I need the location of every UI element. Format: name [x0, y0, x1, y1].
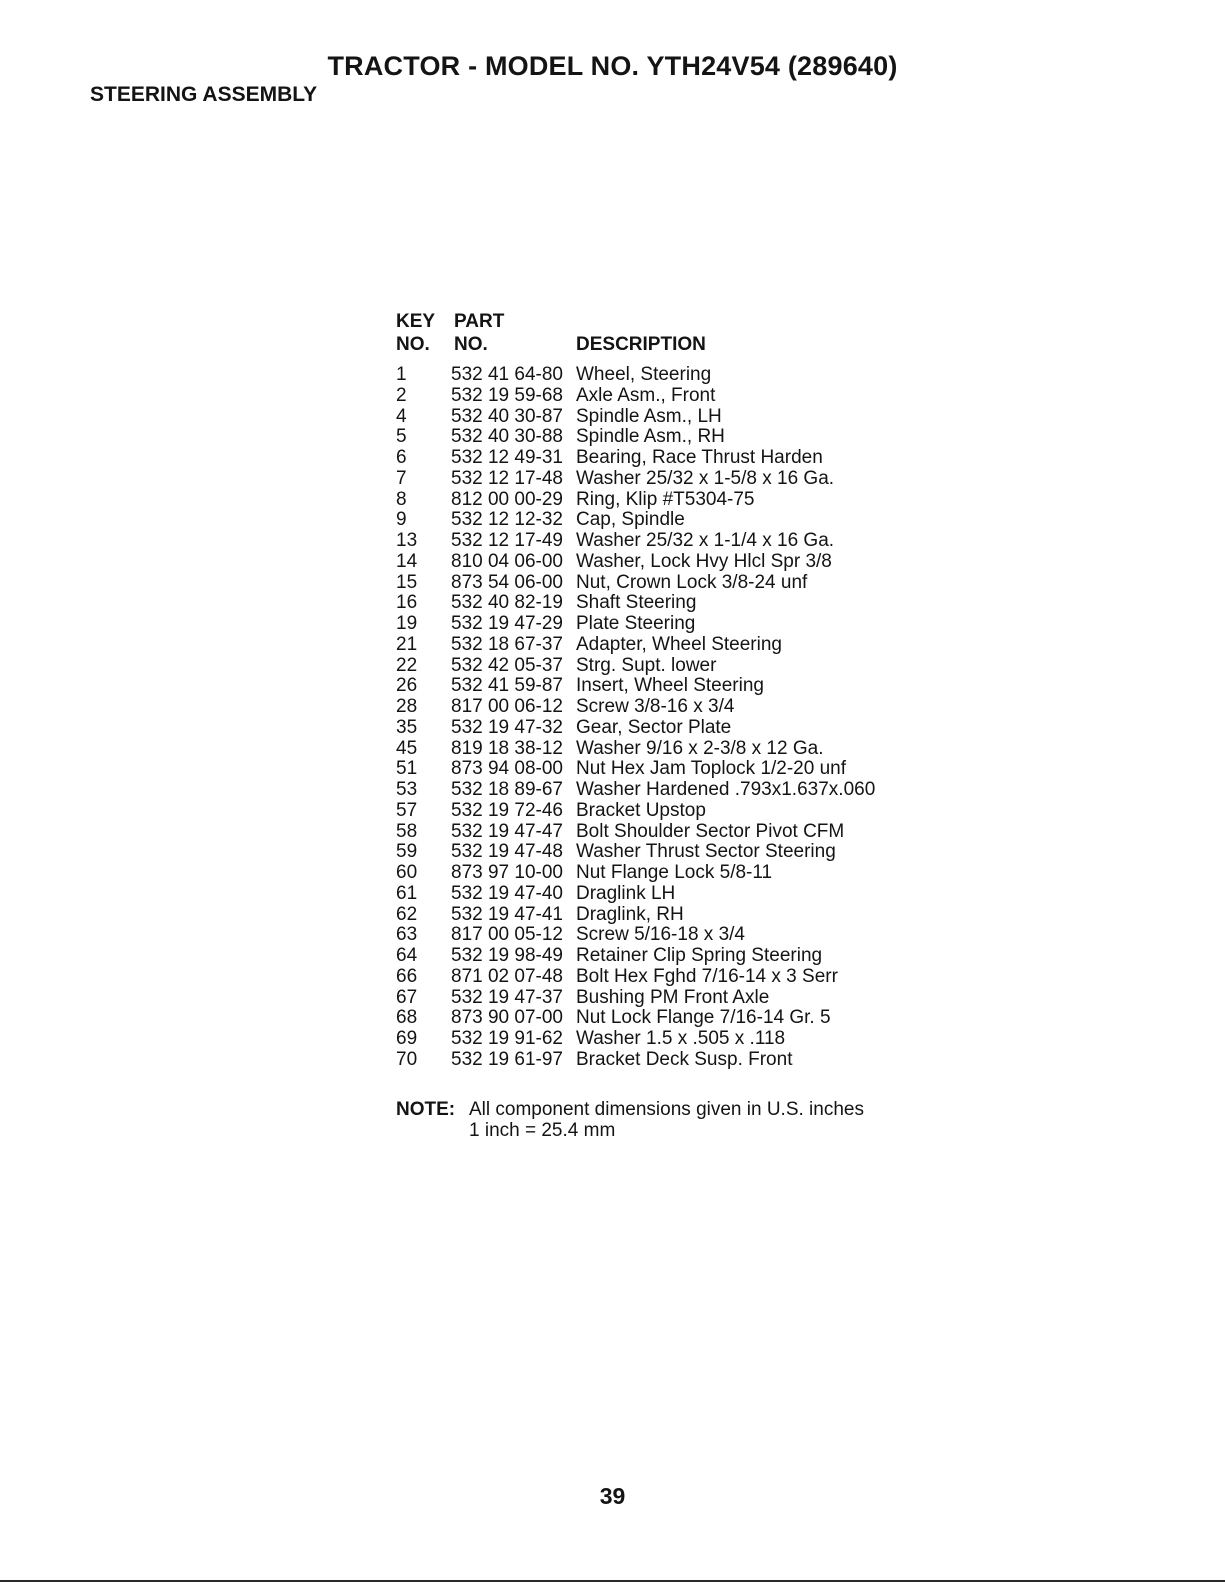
- key-no: 6: [396, 447, 407, 468]
- part-description: Strg. Supt. lower: [576, 654, 717, 676]
- key-no: 13: [396, 530, 418, 551]
- part-no: 532 19 47-32: [451, 716, 563, 738]
- header-key-line2: NO.: [396, 334, 430, 355]
- part-no: 532 41 59-87: [451, 675, 563, 697]
- page-title: TRACTOR - MODEL NO. YTH24V54 (289640): [327, 51, 898, 81]
- part-description: Spindle Asm., RH: [576, 426, 725, 448]
- page-number: 39: [599, 1483, 626, 1509]
- part-description: Plate Steering: [576, 613, 696, 634]
- key-no: 15: [396, 571, 418, 593]
- key-no: 67: [396, 986, 418, 1008]
- part-description: Bushing PM Front Axle: [576, 986, 770, 1008]
- part-no: 532 12 17-49: [451, 530, 563, 551]
- header-part-line1: PART: [454, 311, 505, 332]
- key-no: 8: [396, 488, 407, 510]
- part-no: 817 00 06-12: [451, 696, 563, 717]
- key-no: 68: [396, 1007, 418, 1029]
- part-description: Washer, Lock Hvy Hlcl Spr 3/8: [576, 550, 832, 572]
- part-description: Spindle Asm., LH: [576, 405, 722, 427]
- part-description: Cap, Spindle: [576, 509, 685, 531]
- key-no: 35: [396, 716, 418, 738]
- part-description: Bracket Deck Susp. Front: [576, 1048, 793, 1070]
- key-no: 60: [396, 862, 418, 883]
- part-description: Draglink, RH: [576, 903, 684, 925]
- key-no: 7: [396, 467, 407, 489]
- part-description: Washer Thrust Sector Steering: [576, 841, 836, 863]
- part-description: Nut, Crown Lock 3/8-24 unf: [576, 571, 808, 593]
- part-no: 873 97 10-00: [451, 862, 563, 883]
- key-no: 28: [396, 696, 418, 717]
- part-no: 532 12 17-48: [451, 467, 563, 489]
- part-no: 532 19 72-46: [451, 799, 563, 821]
- key-no: 69: [396, 1028, 418, 1049]
- key-no: 5: [396, 426, 407, 448]
- key-no: 66: [396, 965, 418, 987]
- part-description: Screw 5/16-18 x 3/4: [576, 924, 745, 946]
- key-no: 58: [396, 820, 418, 842]
- part-no: 532 19 47-41: [451, 903, 563, 925]
- part-no: 532 19 47-29: [451, 613, 563, 634]
- part-no: 532 19 59-68: [451, 384, 563, 406]
- part-description: Gear, Sector Plate: [576, 716, 732, 738]
- part-description: Bracket Upstop: [576, 799, 706, 821]
- part-no: 873 94 08-00: [451, 758, 563, 780]
- key-no: 21: [396, 633, 418, 655]
- part-description: Axle Asm., Front: [576, 384, 716, 406]
- part-no: 873 54 06-00: [451, 571, 563, 593]
- part-description: Insert, Wheel Steering: [576, 675, 764, 697]
- key-no: 45: [396, 737, 418, 759]
- part-description: Nut Lock Flange 7/16-14 Gr. 5: [576, 1007, 831, 1029]
- part-description: Nut Flange Lock 5/8-11: [576, 862, 773, 883]
- key-no: 14: [396, 550, 418, 572]
- key-no: 1: [396, 364, 407, 385]
- part-description: Bolt Shoulder Sector Pivot CFM: [576, 820, 845, 842]
- part-description: Washer 25/32 x 1-5/8 x 16 Ga.: [576, 467, 835, 489]
- header-part-line2: NO.: [454, 334, 488, 355]
- part-description: Adapter, Wheel Steering: [576, 633, 782, 655]
- part-description: Wheel, Steering: [576, 364, 712, 385]
- part-description: Bolt Hex Fghd 7/16-14 x 3 Serr: [576, 965, 838, 987]
- part-no: 817 00 05-12: [451, 924, 563, 946]
- part-description: Screw 3/8-16 x 3/4: [576, 696, 735, 717]
- part-description: Washer 25/32 x 1-1/4 x 16 Ga.: [576, 530, 835, 551]
- part-no: 532 41 64-80: [451, 364, 563, 385]
- key-no: 9: [396, 509, 407, 531]
- note-label: NOTE:: [396, 1099, 456, 1120]
- key-no: 22: [396, 654, 418, 676]
- part-no: 532 40 30-87: [451, 405, 563, 427]
- part-no: 532 42 05-37: [451, 654, 563, 676]
- key-no: 62: [396, 903, 418, 925]
- part-no: 871 02 07-48: [451, 965, 563, 987]
- part-no: 532 12 49-31: [451, 447, 563, 468]
- header-key-line1: KEY: [396, 311, 436, 332]
- part-description: Shaft Steering: [576, 592, 697, 614]
- key-no: 53: [396, 779, 418, 800]
- key-no: 59: [396, 841, 418, 863]
- part-no: 532 40 82-19: [451, 592, 563, 614]
- part-no: 532 19 47-40: [451, 882, 563, 904]
- part-no: 532 40 30-88: [451, 426, 563, 448]
- part-no: 532 19 98-49: [451, 945, 563, 966]
- part-no: 532 19 47-47: [451, 820, 563, 842]
- part-description: Draglink LH: [576, 882, 676, 904]
- part-no: 873 90 07-00: [451, 1007, 563, 1029]
- part-description: Washer Hardened .793x1.637x.060: [576, 779, 876, 800]
- key-no: 63: [396, 924, 418, 946]
- part-no: 532 12 12-32: [451, 509, 563, 531]
- section-title: STEERING ASSEMBLY: [90, 83, 318, 106]
- part-no: 810 04 06-00: [451, 550, 563, 572]
- key-no: 57: [396, 799, 418, 821]
- key-no: 64: [396, 945, 418, 966]
- part-no: 532 19 47-48: [451, 841, 563, 863]
- part-description: Ring, Klip #T5304-75: [576, 488, 755, 510]
- part-no: 812 00 00-29: [451, 488, 563, 510]
- key-no: 70: [396, 1048, 418, 1070]
- part-description: Retainer Clip Spring Steering: [576, 945, 823, 966]
- header-description: DESCRIPTION: [576, 334, 706, 355]
- part-no: 532 18 89-67: [451, 779, 563, 800]
- key-no: 61: [396, 882, 418, 904]
- bottom-rule: [0, 1580, 1225, 1582]
- part-description: Bearing, Race Thrust Harden: [576, 447, 823, 468]
- part-no: 532 19 47-37: [451, 986, 563, 1008]
- key-no: 19: [396, 613, 418, 634]
- part-description: Washer 9/16 x 2-3/8 x 12 Ga.: [576, 737, 824, 759]
- note-text-line1: All component dimensions given in U.S. inches: [469, 1099, 864, 1120]
- part-no: 532 18 67-37: [451, 633, 563, 655]
- part-description: Nut Hex Jam Toplock 1/2-20 unf: [576, 758, 847, 780]
- key-no: 26: [396, 675, 418, 697]
- part-no: 532 19 91-62: [451, 1028, 563, 1049]
- key-no: 2: [396, 384, 407, 406]
- key-no: 51: [396, 758, 418, 780]
- part-no: 532 19 61-97: [451, 1048, 563, 1070]
- part-description: Washer 1.5 x .505 x .118: [576, 1028, 786, 1049]
- part-no: 819 18 38-12: [451, 737, 563, 759]
- note-text-line2: 1 inch = 25.4 mm: [469, 1120, 616, 1141]
- key-no: 4: [396, 405, 407, 427]
- key-no: 16: [396, 592, 418, 614]
